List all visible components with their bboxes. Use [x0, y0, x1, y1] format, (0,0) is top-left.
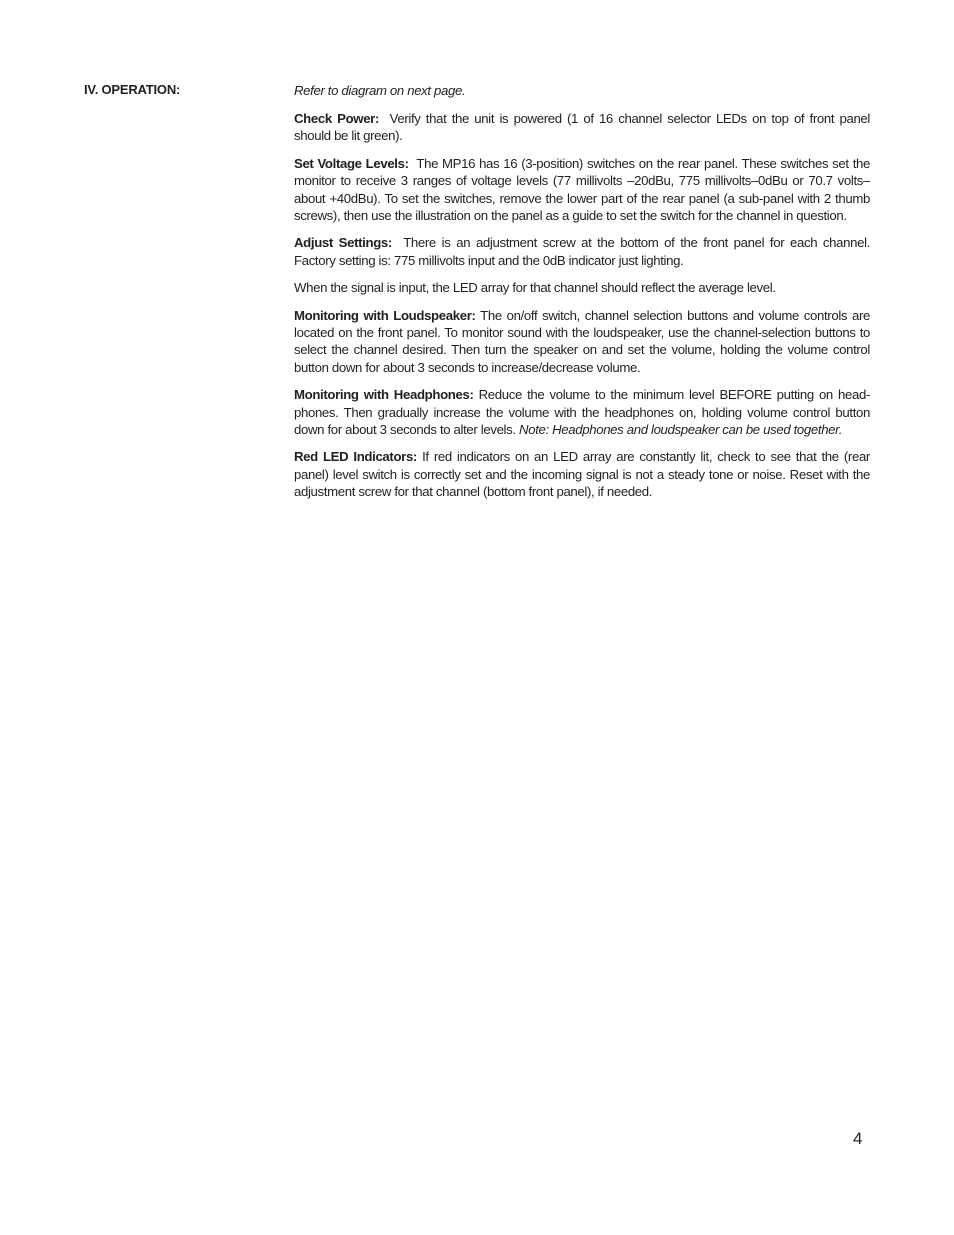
paragraph-text: The on/off switch, channel selection buttons and volume controls are located on the front panel. To monitor sound with the loudspeaker, use the channel-selection buttons to select the channel desired. Then turn the speaker on and set the volume, holding the volume control button down for about 3 seconds to increase/decrease volume.: [294, 308, 870, 375]
paragraph-note: Note: Headphones and loudspeaker can be used together.: [519, 421, 843, 437]
paragraph-lead: Set Voltage Levels:: [294, 156, 409, 172]
paragraph-lead: Monitoring with Loudspeaker:: [294, 308, 476, 324]
paragraph-text: Verify that the unit is powered (1 of 16 channel selector LEDs on top of front panel should be lit green).: [294, 111, 870, 144]
paragraph-lead: Check Power:: [294, 111, 380, 127]
section-heading: IV. OPERATION:: [84, 82, 181, 97]
paragraph-adjust-settings: [294, 234, 870, 268]
paragraph-text: There is an adjustment screw at the bottom of the front panel for each channel. Factory setting is: 775 millivolts input and the 0dB indicator just lighting.: [294, 235, 870, 268]
paragraph-lead: Red LED Indicators:: [294, 449, 417, 465]
paragraph-text: The MP16 has 16 (3-position) switches on the rear panel. These switches set the monitor to receive 3 ranges of voltage levels (77 millivolts –20dBu, 775 millivolts–0dBu or 70.7 volts–about +40dBu). To set the switches, remove the lower part of the rear panel (a sub-panel with 2 thumb screws), then use the illustration on the panel as a guide to set the switch for the channel in question.: [294, 156, 870, 223]
section-content: [294, 82, 870, 511]
page-number: 4: [853, 1129, 863, 1148]
paragraph-red-led-indicators: [294, 448, 870, 500]
paragraph-set-voltage-levels: [294, 155, 870, 224]
paragraph-text: If red indicators on an LED array are constantly lit, check to see that the (rear panel) level switch is correctly set and the incoming signal is not a steady tone or noise. Reset with the adjustment screw for that channel (bottom front panel), if needed.: [294, 449, 870, 499]
paragraph-text: Reduce the volume to the minimum level BEFORE putting on head-phones. Then gradually increase the volume with the headphones on, holding volume control button down for about 3 seconds to alter levels.: [294, 387, 870, 437]
paragraph-monitoring-loudspeaker: [294, 307, 870, 376]
paragraph-check-power: [294, 110, 870, 144]
paragraph-monitoring-headphones: [294, 386, 870, 438]
intro-note: Refer to diagram on next page.: [294, 83, 466, 98]
paragraph-lead: Monitoring with Headphones:: [294, 387, 474, 403]
paragraph-lead: Adjust Settings:: [294, 235, 392, 251]
paragraph-text: When the signal is input, the LED array for that channel should reflect the average level.: [294, 280, 776, 296]
paragraph-signal-input: [294, 279, 870, 296]
